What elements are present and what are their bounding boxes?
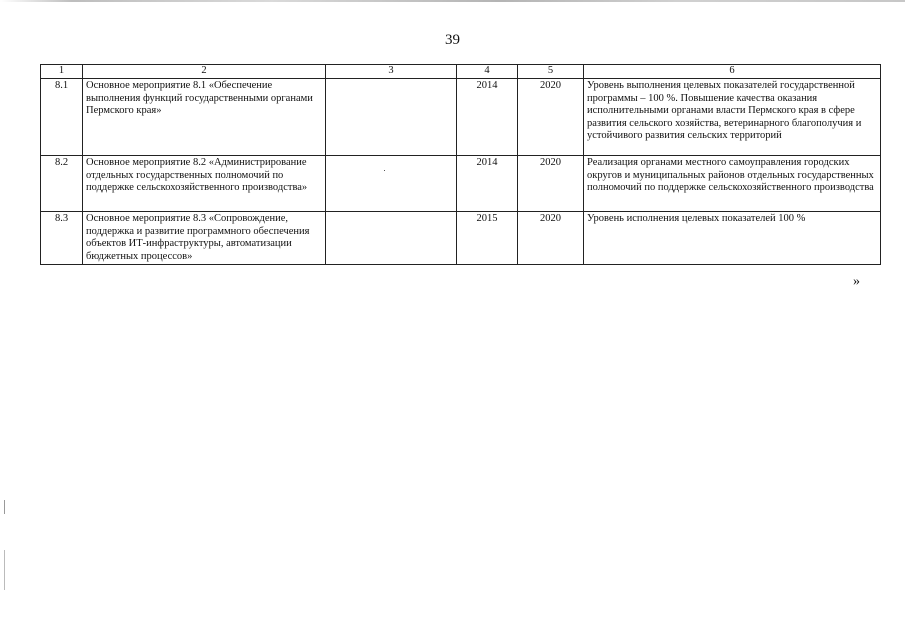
row-number: 8.3 bbox=[41, 212, 83, 265]
column-header: 2 bbox=[83, 65, 326, 79]
table-row bbox=[41, 156, 881, 212]
end-year: 2020 bbox=[518, 212, 584, 265]
executor-cell bbox=[326, 79, 457, 156]
program-measures-table bbox=[40, 64, 881, 265]
end-year: 2020 bbox=[518, 79, 584, 156]
column-header: 1 bbox=[41, 65, 83, 79]
expected-result: Реализация органами местного самоуправления городских округов и муниципальных районов отдельных государственных полномочий по поддержке сельскохозяйственного производства bbox=[584, 156, 881, 212]
scan-edge-mark bbox=[4, 500, 5, 514]
table-row bbox=[41, 79, 881, 156]
scan-edge-mark bbox=[4, 550, 5, 590]
column-header: 6 bbox=[584, 65, 881, 79]
executor-cell bbox=[326, 156, 457, 212]
start-year: 2014 bbox=[457, 156, 518, 212]
table-header-row bbox=[41, 65, 881, 79]
measure-name: Основное мероприятие 8.3 «Сопровождение, поддержка и развитие программного обеспечения объектов ИТ-инфраструктуры, автоматизации бюджетных процессов» bbox=[83, 212, 326, 265]
expected-result: Уровень выполнения целевых показателей государственной программы – 100 %. Повышение качества оказания исполнительными органами власти Пермского края в сфере развития сельского хозяйства, ветеринарного благополучия и устойчивого развития сельских территорий bbox=[584, 79, 881, 156]
column-header: 4 bbox=[457, 65, 518, 79]
column-header: 5 bbox=[518, 65, 584, 79]
table-row bbox=[41, 212, 881, 265]
closing-quote-mark: » bbox=[853, 274, 860, 289]
end-year: 2020 bbox=[518, 156, 584, 212]
row-number: 8.2 bbox=[41, 156, 83, 212]
start-year: 2015 bbox=[457, 212, 518, 265]
executor-cell bbox=[326, 212, 457, 265]
measure-name: Основное мероприятие 8.2 «Администрирование отдельных государственных полномочий по поддержке сельскохозяйственного производства» bbox=[83, 156, 326, 212]
column-header: 3 bbox=[326, 65, 457, 79]
scan-speck bbox=[384, 170, 385, 171]
row-number: 8.1 bbox=[41, 79, 83, 156]
scan-edge-top bbox=[0, 0, 905, 2]
expected-result: Уровень исполнения целевых показателей 100 % bbox=[584, 212, 881, 265]
start-year: 2014 bbox=[457, 79, 518, 156]
page-number: 39 bbox=[445, 32, 460, 48]
measure-name: Основное мероприятие 8.1 «Обеспечение выполнения функций государственными органами Пермского края» bbox=[83, 79, 326, 156]
